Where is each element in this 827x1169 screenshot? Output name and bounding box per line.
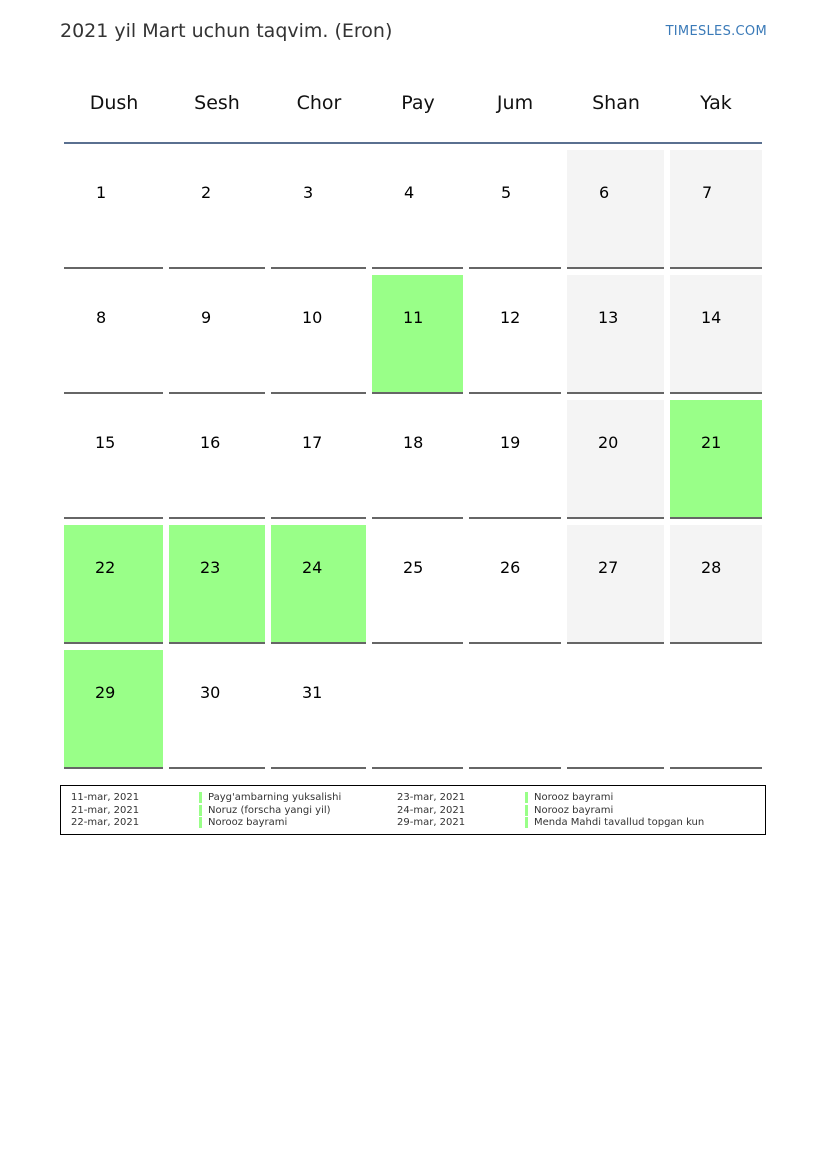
day-number: 23 — [200, 558, 221, 577]
legend-date: 22-mar, 2021 — [71, 817, 140, 828]
day-number: 1 — [96, 183, 107, 202]
day-number: 12 — [500, 308, 521, 327]
day-cell-28[interactable] — [670, 525, 762, 644]
day-number: 5 — [501, 183, 512, 202]
day-number: 26 — [500, 558, 521, 577]
legend-holiday-name: Norooz bayrami — [199, 817, 287, 828]
day-cell-14[interactable] — [670, 275, 762, 394]
day-cell-20[interactable] — [567, 400, 664, 519]
legend-date: 21-mar, 2021 — [71, 804, 140, 816]
day-number: 7 — [702, 183, 713, 202]
weekday-1: Sesh — [194, 92, 240, 114]
weekday-0: Dush — [89, 92, 139, 114]
day-cell-25[interactable] — [372, 525, 463, 644]
day-number: 17 — [302, 433, 323, 452]
day-cell-19[interactable] — [469, 400, 561, 519]
day-number: 16 — [200, 433, 221, 452]
day-cell-3[interactable] — [271, 150, 366, 269]
day-number: 28 — [701, 558, 722, 577]
day-cell-2[interactable] — [169, 150, 265, 269]
day-cell-4[interactable] — [372, 150, 463, 269]
day-cell-27[interactable] — [567, 525, 664, 644]
empty-cell — [670, 650, 762, 769]
day-number: 30 — [200, 683, 221, 702]
empty-cell — [567, 650, 664, 769]
day-cell-16[interactable] — [169, 400, 265, 519]
day-cell-30[interactable] — [169, 650, 265, 769]
weekday-5: Shan — [592, 92, 640, 114]
legend-holiday-name: Noruz (forscha yangi yil) — [199, 805, 331, 816]
legend-date: 24-mar, 2021 — [397, 804, 466, 816]
day-cell-10[interactable] — [271, 275, 366, 394]
day-cell-29[interactable] — [64, 650, 163, 769]
day-cell-18[interactable] — [372, 400, 463, 519]
day-number: 10 — [302, 308, 323, 327]
holiday-legend — [60, 785, 766, 835]
day-cell-1[interactable] — [64, 150, 163, 269]
day-cell-8[interactable] — [64, 275, 163, 394]
day-cell-31[interactable] — [271, 650, 366, 769]
weekday-2: Chor — [296, 92, 342, 114]
weekday-6: Yak — [700, 92, 732, 114]
legend-holiday-name: Norooz bayrami — [525, 805, 613, 816]
day-number: 29 — [95, 683, 116, 702]
day-number: 6 — [599, 183, 610, 202]
legend-date: 11-mar, 2021 — [71, 792, 140, 803]
day-cell-21[interactable] — [670, 400, 762, 519]
day-number: 19 — [500, 433, 521, 452]
day-cell-15[interactable] — [64, 400, 163, 519]
day-number: 27 — [598, 558, 619, 577]
day-number: 4 — [404, 183, 415, 202]
day-cell-5[interactable] — [469, 150, 561, 269]
day-cell-6[interactable] — [567, 150, 664, 269]
day-number: 24 — [302, 558, 323, 577]
day-number: 11 — [403, 308, 424, 327]
day-cell-9[interactable] — [169, 275, 265, 394]
day-number: 22 — [95, 558, 116, 577]
weekday-3: Pay — [401, 92, 435, 114]
day-number: 14 — [701, 308, 722, 327]
day-number: 18 — [403, 433, 424, 452]
day-cell-12[interactable] — [469, 275, 561, 394]
day-number: 25 — [403, 558, 424, 577]
day-cell-24[interactable] — [271, 525, 366, 644]
weekday-header — [64, 80, 762, 144]
site-link[interactable]: TIMESLES.COM — [665, 24, 767, 39]
day-number: 9 — [201, 308, 212, 327]
empty-cell — [469, 650, 561, 769]
day-number: 13 — [598, 308, 619, 327]
day-number: 3 — [303, 183, 314, 202]
day-cell-26[interactable] — [469, 525, 561, 644]
day-cell-13[interactable] — [567, 275, 664, 394]
weekday-4: Jum — [496, 92, 534, 114]
day-cell-17[interactable] — [271, 400, 366, 519]
empty-cell — [372, 650, 463, 769]
day-number: 2 — [201, 183, 212, 202]
day-number: 8 — [96, 308, 107, 327]
day-cell-23[interactable] — [169, 525, 265, 644]
day-number: 31 — [302, 683, 323, 702]
legend-holiday-name: Menda Mahdi tavallud topgan kun — [525, 817, 704, 828]
legend-date: 29-mar, 2021 — [397, 817, 466, 828]
day-cell-7[interactable] — [670, 150, 762, 269]
day-number: 15 — [95, 433, 116, 452]
legend-holiday-name: Norooz bayrami — [525, 792, 613, 803]
day-cell-11[interactable] — [372, 275, 463, 394]
day-number: 20 — [598, 433, 619, 452]
day-number: 21 — [701, 433, 722, 452]
legend-holiday-name: Payg'ambarning yuksalishi — [199, 792, 341, 803]
legend-date: 23-mar, 2021 — [397, 792, 466, 803]
day-cell-22[interactable] — [64, 525, 163, 644]
page-title: 2021 yil Mart uchun taqvim. (Eron) — [60, 20, 393, 42]
